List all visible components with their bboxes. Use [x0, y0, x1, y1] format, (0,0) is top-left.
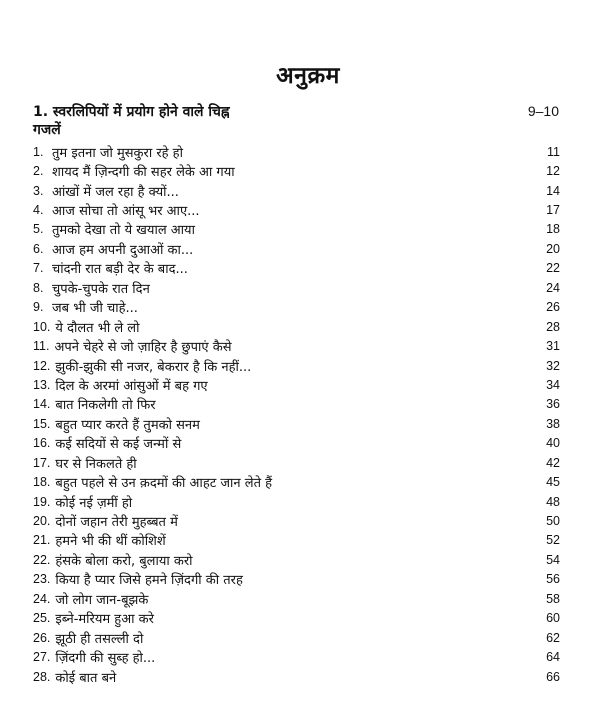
toc-entry-left	[33, 434, 181, 452]
toc-entry-title: आज सोचा तो आंसू भर आए...	[52, 204, 200, 220]
toc-entry-left	[33, 668, 116, 686]
toc-entry-title: चुपके-चुपके रात दिन	[52, 281, 150, 297]
toc-entry-page: 64	[546, 650, 560, 665]
toc-entry-title: दोनों जहान तेरी मुहब्बत में	[55, 515, 178, 531]
section-subheading: गजलें	[33, 122, 61, 138]
toc-entry-number: 8.	[33, 280, 44, 295]
toc-entry-left	[33, 259, 188, 277]
toc-entry-number: 6.	[33, 241, 44, 256]
toc-entry-left	[33, 220, 195, 238]
toc-entry-number: 12.	[33, 358, 51, 373]
toc-entry-left	[33, 629, 143, 647]
toc-entry-number: 22.	[33, 552, 51, 567]
toc-entry-number: 15.	[33, 416, 51, 431]
toc-entry-left	[33, 298, 138, 316]
toc-entry-number: 25.	[33, 611, 51, 626]
toc-entry-title: बहुत प्यार करते हैं तुमको सनम	[55, 417, 200, 433]
toc-entry-left	[33, 551, 193, 569]
toc-entry	[33, 492, 560, 511]
toc-entry-number: 26.	[33, 630, 51, 645]
toc-entry-page: 24	[546, 280, 560, 295]
toc-entry-page: 38	[546, 416, 560, 431]
toc-entry-left	[33, 376, 208, 394]
toc-entry	[33, 667, 560, 686]
toc-entry-title: तुम इतना जो मुसकुरा रहे हो	[52, 145, 183, 161]
toc-entry-title: जब भी जी चाहे...	[52, 301, 138, 317]
toc-entry-title: ये दौलत भी ले लो	[55, 320, 140, 336]
toc-entry-number: 23.	[33, 572, 51, 587]
toc-entry-number: 4.	[33, 203, 44, 218]
toc-entry-number: 28.	[33, 669, 51, 684]
toc-entry-page: 11	[547, 144, 560, 159]
section-pages: 9–10	[527, 103, 559, 119]
toc-entry-left	[33, 493, 132, 511]
toc-entry-title: कई सदियों से कई जन्मों से	[55, 437, 182, 453]
toc-entry-left	[33, 570, 243, 588]
toc-entry-title: दिल के अरमां आंसुओं में बह गए	[55, 378, 208, 394]
toc-entry-title: जो लोग जान-बूझके	[55, 592, 149, 608]
toc-entry-title: कोई बात बने	[55, 670, 117, 686]
toc-entry-page: 56	[546, 572, 560, 587]
toc-entry-left	[33, 182, 179, 200]
toc-entry-left	[33, 357, 251, 375]
toc-entry-page: 48	[546, 494, 560, 509]
toc-entry	[33, 609, 560, 628]
toc-entry-title: बहुत पहले से उन क़दमों की आहट जान लेते हैं	[55, 476, 273, 492]
toc-entry-number: 10.	[33, 319, 51, 334]
toc-entry-title: चांदनी रात बड़ी देर के बाद...	[52, 262, 188, 278]
toc-entry-left	[33, 201, 200, 219]
toc-entry	[33, 259, 560, 278]
toc-entry	[33, 647, 560, 666]
toc-entry-number: 27.	[33, 650, 51, 665]
toc-entry-left	[33, 590, 148, 608]
toc-entry-number: 7.	[33, 261, 44, 276]
toc-entry-number: 13.	[33, 377, 51, 392]
toc-entry	[33, 511, 560, 530]
toc-entry	[33, 278, 560, 297]
toc-entry	[33, 220, 560, 239]
toc-entry	[33, 472, 560, 491]
toc-entry	[33, 570, 560, 589]
section-label: 1. स्वरलिपियों में प्रयोग होने वाले चिह्न	[33, 103, 230, 120]
toc-entry-page: 17	[546, 203, 560, 218]
toc-entry-page: 14	[546, 183, 560, 198]
page-title: अनुक्रम	[276, 63, 340, 89]
toc-entry-number: 1.	[33, 144, 44, 159]
toc-entry-page: 28	[546, 319, 560, 334]
toc-entry-title: बात निकलेगी तो फिर	[55, 398, 156, 414]
toc-entry-number: 9.	[33, 300, 44, 315]
toc-entry	[33, 453, 560, 472]
toc-entry	[33, 628, 560, 647]
toc-entry-title: आंखों में जल रहा है क्यों...	[52, 184, 179, 200]
toc-entry-page: 54	[546, 552, 560, 567]
toc-entry-title: अपने चेहरे से जो ज़ाहिर है छुपाएं कैसे	[54, 340, 232, 356]
toc-entry-title: ज़िंदगी की सुब्ह हो...	[55, 651, 156, 667]
toc-entry-title: इब्ने-मरियम हुआ करे	[55, 612, 154, 628]
toc-entry-page: 58	[546, 591, 560, 606]
toc-entry-number: 3.	[33, 183, 44, 198]
toc-entry-page: 18	[546, 222, 560, 237]
toc-entry-number: 5.	[33, 222, 44, 237]
toc-entry-left	[33, 512, 178, 530]
toc-entry-left	[33, 609, 154, 627]
toc-entry-page: 36	[546, 397, 560, 412]
toc-entry-number: 17.	[33, 455, 51, 470]
toc-entry	[33, 395, 560, 414]
toc-entry-left	[33, 531, 166, 549]
toc-entry-left	[33, 395, 156, 413]
toc-entry	[33, 375, 560, 394]
toc-entry	[33, 317, 560, 336]
toc-entry-page: 26	[546, 300, 560, 315]
toc-entry	[33, 200, 560, 219]
toc-entry-left	[33, 454, 137, 472]
toc-entry-title: तुमको देखा तो ये खयाल आया	[52, 223, 195, 239]
toc-entry-page: 12	[546, 164, 560, 179]
toc-entry-page: 52	[546, 533, 560, 548]
toc-entry	[33, 550, 560, 569]
toc-entry-title: घर से निकलते ही	[55, 456, 137, 472]
toc-entry	[33, 414, 560, 433]
toc-entry-page: 50	[546, 514, 560, 529]
toc-entry-left	[33, 473, 272, 491]
toc-list	[33, 142, 560, 686]
toc-entry-left	[33, 415, 200, 433]
toc-entry-title: कोई नई ज़मीं हो	[55, 495, 133, 511]
toc-entry-number: 18.	[33, 475, 51, 490]
toc-entry-number: 11.	[33, 339, 50, 354]
toc-entry	[33, 356, 560, 375]
toc-entry-left	[33, 240, 193, 258]
section-entry	[33, 101, 560, 121]
toc-entry	[33, 181, 560, 200]
toc-entry-number: 20.	[33, 514, 51, 529]
toc-entry-page: 45	[546, 475, 560, 490]
toc-entry-left	[33, 648, 155, 666]
toc-entry	[33, 239, 560, 258]
toc-entry-left	[33, 143, 183, 161]
toc-entry-number: 16.	[33, 436, 51, 451]
toc-entry	[33, 336, 560, 355]
toc-entry	[33, 142, 560, 161]
toc-entry	[33, 298, 560, 317]
toc-entry-page: 31	[546, 339, 560, 354]
toc-entry-number: 14.	[33, 397, 51, 412]
toc-entry-left	[33, 318, 139, 336]
toc-entry-page: 40	[546, 436, 560, 451]
toc-entry-page: 60	[546, 611, 560, 626]
toc-entry-title: हंसके बोला करो, बुलाया करो	[55, 553, 193, 569]
toc-entry	[33, 589, 560, 608]
toc-entry-page: 66	[546, 669, 560, 684]
toc-entry-title: झूठी ही तसल्ली दो	[55, 631, 144, 647]
toc-entry-title: हमने भी की थीं कोशिशें	[55, 534, 166, 550]
toc-entry-left	[33, 279, 150, 297]
toc-entry	[33, 434, 560, 453]
toc-entry-page: 22	[546, 261, 560, 276]
toc-entry-page: 42	[546, 455, 560, 470]
toc-entry-title: किया है प्यार जिसे हमने ज़िंदगी की तरह	[55, 573, 243, 589]
toc-entry-number: 24.	[33, 591, 51, 606]
toc-entry-title: झुकी-झुकी सी नजर, बेकरार है कि नहीं...	[55, 359, 252, 375]
toc-entry	[33, 161, 560, 180]
toc-entry	[33, 531, 560, 550]
toc-entry-left	[33, 162, 235, 180]
toc-entry-page: 32	[546, 358, 560, 373]
toc-entry-page: 34	[546, 377, 560, 392]
toc-entry-title: शायद मैं ज़िन्दगी की सहर लेके आ गया	[52, 165, 235, 181]
toc-entry-page: 62	[546, 630, 560, 645]
toc-entry-number: 21.	[33, 533, 51, 548]
toc-entry-number: 2.	[33, 164, 44, 179]
toc-entry-number: 19.	[33, 494, 51, 509]
toc-entry-page: 20	[546, 241, 560, 256]
toc-entry-left	[33, 337, 232, 355]
toc-entry-title: आज हम अपनी दुआओं का...	[52, 242, 194, 258]
